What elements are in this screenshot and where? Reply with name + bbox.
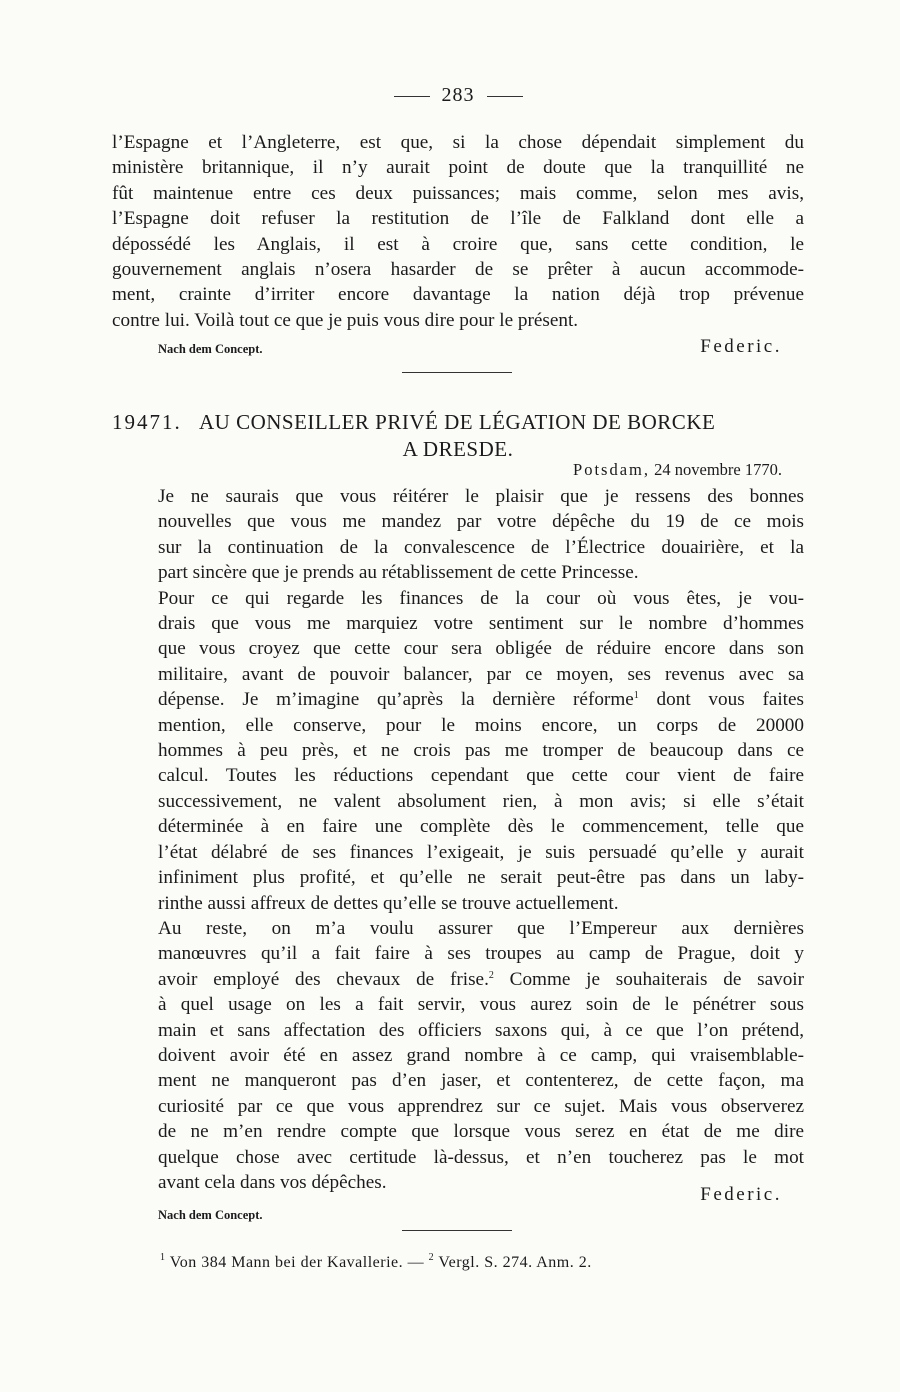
text-fragment: dépense. Je m’imagine qu’après la dernière réforme [158, 689, 634, 711]
text-line: manœuvres qu’il a fait faire à ses troupes au camp de Prague, doit y [158, 943, 804, 965]
text-line: l’Espagne doit refuser la restitution de l’île de Falkland dont elle a [112, 208, 804, 230]
header-dash-right [487, 96, 523, 97]
text-line: ment, crainte d’irriter encore davantage la nation déjà trop prévenue [112, 284, 804, 306]
text-line: Pour ce qui regarde les finances de la cour où vous êtes, je vou- [158, 587, 804, 609]
text-line: militaire, avant de pouvoir balancer, par ce moyen, ses revenus avec sa [158, 663, 804, 685]
signature: Federic. [700, 336, 782, 357]
dateline-date: 24 novembre 1770. [654, 460, 782, 479]
letter-heading [112, 410, 804, 462]
book-page [112, 0, 804, 1392]
section-divider [402, 372, 512, 373]
footnote-divider [402, 1230, 512, 1231]
text-line: déterminée à en faire une complète dès le commencement, telle que [158, 816, 804, 838]
footnote-marker: 1 [633, 690, 639, 702]
header-dash-left [394, 96, 430, 97]
letter-body [112, 484, 804, 1195]
concept-note: Nach dem Concept. [158, 342, 263, 356]
footnote-text: Vergl. S. 274. Anm. 2. [438, 1254, 592, 1271]
text-fragment: avoir employé des chevaux de frise. [158, 968, 489, 990]
text-line: Je ne saurais que vous réitérer le plaisir que je ressens des bonnes [158, 486, 804, 507]
footnotes [160, 1254, 592, 1272]
text-line: infiniment plus profité, et qu’elle ne serait peut-être pas dans un laby- [158, 867, 804, 889]
text-line: ment ne manqueront pas d’en jaser, et contenterez, de cette façon, ma [158, 1070, 804, 1092]
text-line: avant cela dans vos dépêches. [158, 1171, 387, 1193]
footnote-marker: 2 [428, 1252, 435, 1263]
dateline-place: Potsdam, [573, 460, 651, 479]
text-line: que vous croyez que cette cour sera obligée de réduire encore dans son [158, 638, 804, 660]
concept-note: Nach dem Concept. [158, 1208, 263, 1222]
text-line: à quel usage on les a fait servir, vous aurez soin de le pénétrer sous [158, 994, 804, 1016]
page-number: 283 [441, 84, 475, 106]
text-line: de ne m’en rendre compte que lorsque vous serez en état de me dire [158, 1121, 804, 1143]
text-line: calcul. Toutes les réductions cependant que cette cour vient de faire [158, 765, 804, 787]
text-line: gouvernement anglais n’osera hasarder de se prêter à aucun accommode- [112, 259, 804, 281]
footnote-marker: 1 [160, 1252, 166, 1263]
text-line: hommes à peu près, et ne crois pas me tromper de beaucoup dans ce [158, 740, 804, 762]
dateline [573, 460, 782, 480]
previous-letter-closing [112, 336, 804, 366]
text-fragment: dont vous faites [656, 689, 804, 711]
previous-letter-ending [112, 130, 804, 333]
text-line: Au reste, on m’a voulu assurer que l’Empereur aux dernières [158, 917, 804, 939]
signature: Federic. [700, 1184, 782, 1205]
paragraph [112, 586, 804, 916]
text-line: dépossédé les Anglais, il est à croire que, sans cette condition, le [112, 233, 804, 255]
page-header [112, 84, 804, 107]
text-line: rinthe aussi affreux de dettes qu’elle se trouve actuellement. [158, 892, 619, 914]
text-line: curiosité par ce que vous apprendrez sur ce sujet. Mais vous observerez [158, 1095, 804, 1117]
text-line: drais que vous me marquiez votre sentiment sur le nombre d’hommes [158, 613, 804, 635]
text-line: l’Espagne et l’Angleterre, est que, si la chose dépendait simplement du [112, 132, 804, 153]
text-line: l’état délabré de ses finances l’exigeait, je suis persuadé qu’elle y aurait [158, 841, 804, 863]
paragraph [112, 484, 804, 586]
footnote-separator: — [407, 1254, 425, 1271]
text-line: successivement, ne valent absolument rien, à mon avis; si elle s’était [158, 790, 804, 812]
text-fragment: Comme je souhaiterais de savoir [509, 968, 805, 990]
text-line: contre lui. Voilà tout ce que je puis vous dire pour le présent. [112, 309, 579, 331]
footnote-text: Von 384 Mann bei der Kavallerie. [169, 1254, 404, 1271]
paragraph [112, 916, 804, 1195]
letter-number: 19471. [112, 410, 182, 434]
letter-title-line2: A DRESDE. [402, 437, 514, 461]
letter-closing [112, 1184, 804, 1224]
text-line: fût maintenue entre ces deux puissances; mais comme, selon mes avis, [112, 182, 804, 204]
text-line [112, 687, 804, 712]
text-line: mention, elle conserve, pour le moins encore, un corps de 20000 [158, 714, 804, 736]
text-line: part sincère que je prends au rétablissement de cette Princesse. [158, 562, 639, 584]
text-line: quelque chose avec certitude là-dessus, et n’en toucherez pas le mot [158, 1146, 804, 1168]
text-line: sur la continuation de la convalescence de l’Électrice douairière, et la [158, 536, 804, 558]
text-line: main et sans affectation des officiers saxons qui, à ce que l’on prétend, [158, 1019, 804, 1041]
text-line: nouvelles que vous me mandez par votre dépêche du 19 de ce mois [158, 511, 804, 533]
text-line [112, 967, 804, 992]
text-line: ministère britannique, il n’y aurait point de doute que la tranquillité ne [112, 157, 804, 179]
footnote-marker: 2 [488, 969, 494, 981]
text-line: doivent avoir été en assez grand nombre à ce camp, qui vraisemblable- [158, 1044, 804, 1066]
letter-title: AU CONSEILLER PRIVÉ DE LÉGATION DE BORCKE [199, 410, 716, 434]
